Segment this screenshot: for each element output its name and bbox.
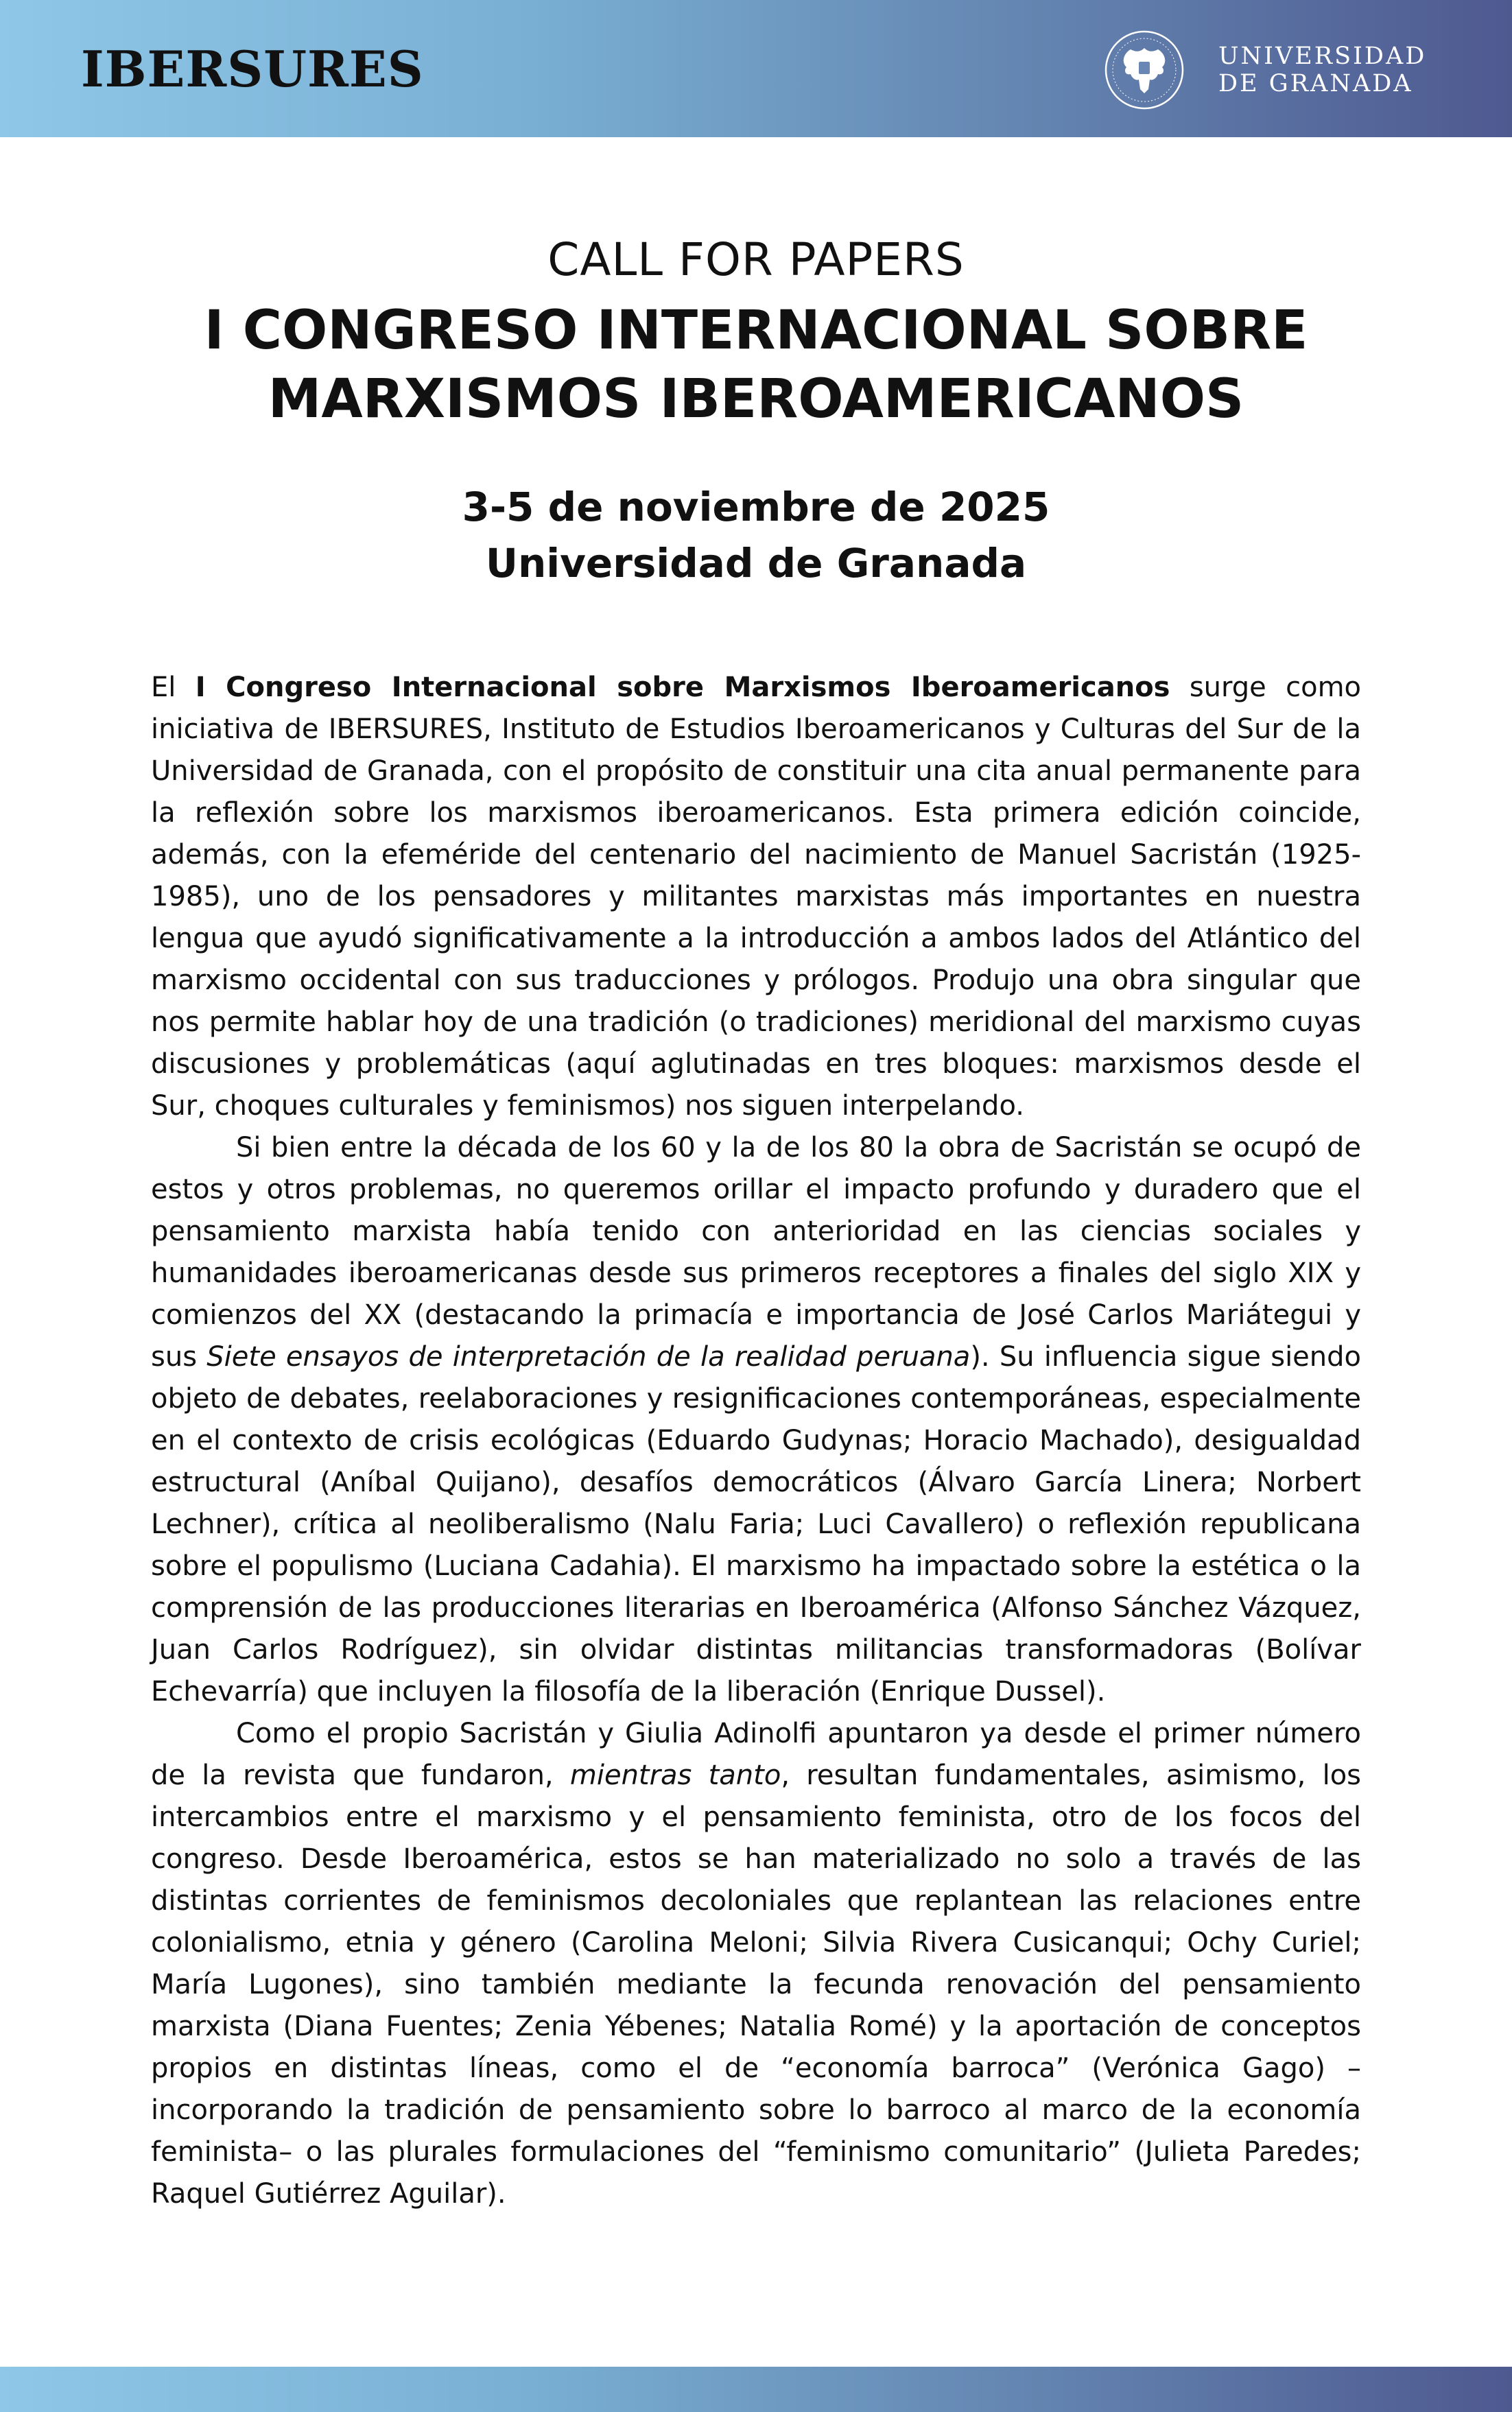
congress-venue: Universidad de Granada (485, 540, 1027, 587)
congress-title (0, 296, 1512, 434)
body-text (151, 667, 1361, 2215)
p2-text-b: ). Su influencia sigue siendo objeto de debates, reelaboraciones y resignificaciones contemporáneas, especialmente en el contexto de crisis ecológicas (Eduardo Gudynas; Horacio Machado), desigualdad estructural (Aníbal Quijano), desafíos democráticos (Álvaro García Linera; Norbert Lechner), crítica al neoliberalismo (Nalu Faria; Luci Cavallero) o reflexión republicana sobre el populismo (Luciana Cadahia). El marxismo ha impactado sobre la estética o la comprensión de las producciones literarias en Iberoamérica (Alfonso Sánchez Vázquez, Juan Carlos Rodríguez), sin olvidar distintas militancias transformadoras (Bolívar Echevarría) que incluyen la filosofía de la liberación (Enrique Dussel). (151, 1341, 1361, 1707)
p3-italic-journal-title: mientras tanto (569, 1760, 781, 1791)
footer-band (0, 2367, 1512, 2412)
university-line-2: DE GRANADA (1218, 70, 1413, 97)
title-line-2: MARXISMOS IBEROAMERICANOS (268, 368, 1244, 430)
p2-italic-book-title: Siete ensayos de interpretación de la realidad peruana (206, 1341, 971, 1373)
call-for-papers-heading: CALL FOR PAPERS (547, 233, 965, 286)
paragraph-1 (151, 667, 1361, 1127)
date-venue (0, 479, 1512, 591)
p2-text-a: Si bien entre la década de los 60 y la de los 80 la obra de Sacristán se ocupó de estos y otros problemas, no queremos orillar el impacto profundo y duradero que el pensamiento marxista había tenido con anterioridad en las ciencias sociales y humanidades iberoamericanas desde sus primeros receptores a finales del siglo XIX y comienzos del XX (destacando la primacía e importancia de José Carlos Mariátegui y sus (151, 1132, 1361, 1373)
congress-dates: 3-5 de noviembre de 2025 (462, 484, 1050, 530)
p1-text-b: surge como iniciativa de IBERSURES, Instituto de Estudios Iberoamericanos y Culturas del Sur de la Universidad de Granada, con el propósito de constituir una cita anual permanente para la reflexión sobre los marxismos iberoamericanos. Esta primera edición coincide, además, con la efeméride del centenario del nacimiento de Manuel Sacristán (1925-1985), uno de los pensadores y militantes marxistas más importantes en nuestra lengua que ayudó significativamente a la introducción a ambos lados del Atlántico del marxismo occidental con sus traducciones y prólogos. Produjo una obra singular que nos permite hablar hoy de una tradición (o tradiciones) meridional del marxismo cuyas discusiones y problemáticas (aquí aglutinadas en tres bloques: marxismos desde el Sur, choques culturales y feminismos) nos siguen interpelando. (151, 672, 1362, 1122)
title-line-1: I CONGRESO INTERNACIONAL SOBRE (204, 300, 1308, 362)
university-line-1: UNIVERSIDAD (1218, 43, 1427, 70)
university-name (1218, 43, 1426, 97)
eagle-crest-icon (1103, 29, 1185, 111)
p1-text-a: El (151, 672, 196, 703)
p1-bold-congress-name: I Congreso Internacional sobre Marxismos Iberoamericanos (195, 672, 1170, 703)
ibersures-logo: IBERSURES (81, 40, 424, 98)
paragraph-2 (151, 1127, 1361, 1713)
header-band (0, 0, 1512, 137)
p3-text-a: Como el propio Sacristán y Giulia Adinolfi apuntaron ya desde el primer número de la revista que fundaron, (151, 1718, 1361, 1791)
paragraph-3 (151, 1713, 1361, 2215)
p3-text-b: , resultan fundamentales, asimismo, los intercambios entre el marxismo y el pensamiento feminista, otro de los focos del congreso. Desde Iberoamérica, estos se han materializado no solo a través de las distintas corrientes de feminismos decoloniales que replantean las relaciones entre colonialismo, etnia y género (Carolina Meloni; Silvia Rivera Cusicanqui; Ochy Curiel; María Lugones), sino también mediante la fecunda renovación del pensamiento marxista (Diana Fuentes; Zenia Yébenes; Natalia Romé) y la aportación de conceptos propios en distintas líneas, como el de “economía barroca” (Verónica Gago) –incorporando la tradición de pensamiento sobre lo barroco al marco de la economía feminista– o las plurales formulaciones del “feminismo comunitario” (Julieta Paredes; Raquel Gutiérrez Aguilar). (151, 1760, 1362, 2210)
